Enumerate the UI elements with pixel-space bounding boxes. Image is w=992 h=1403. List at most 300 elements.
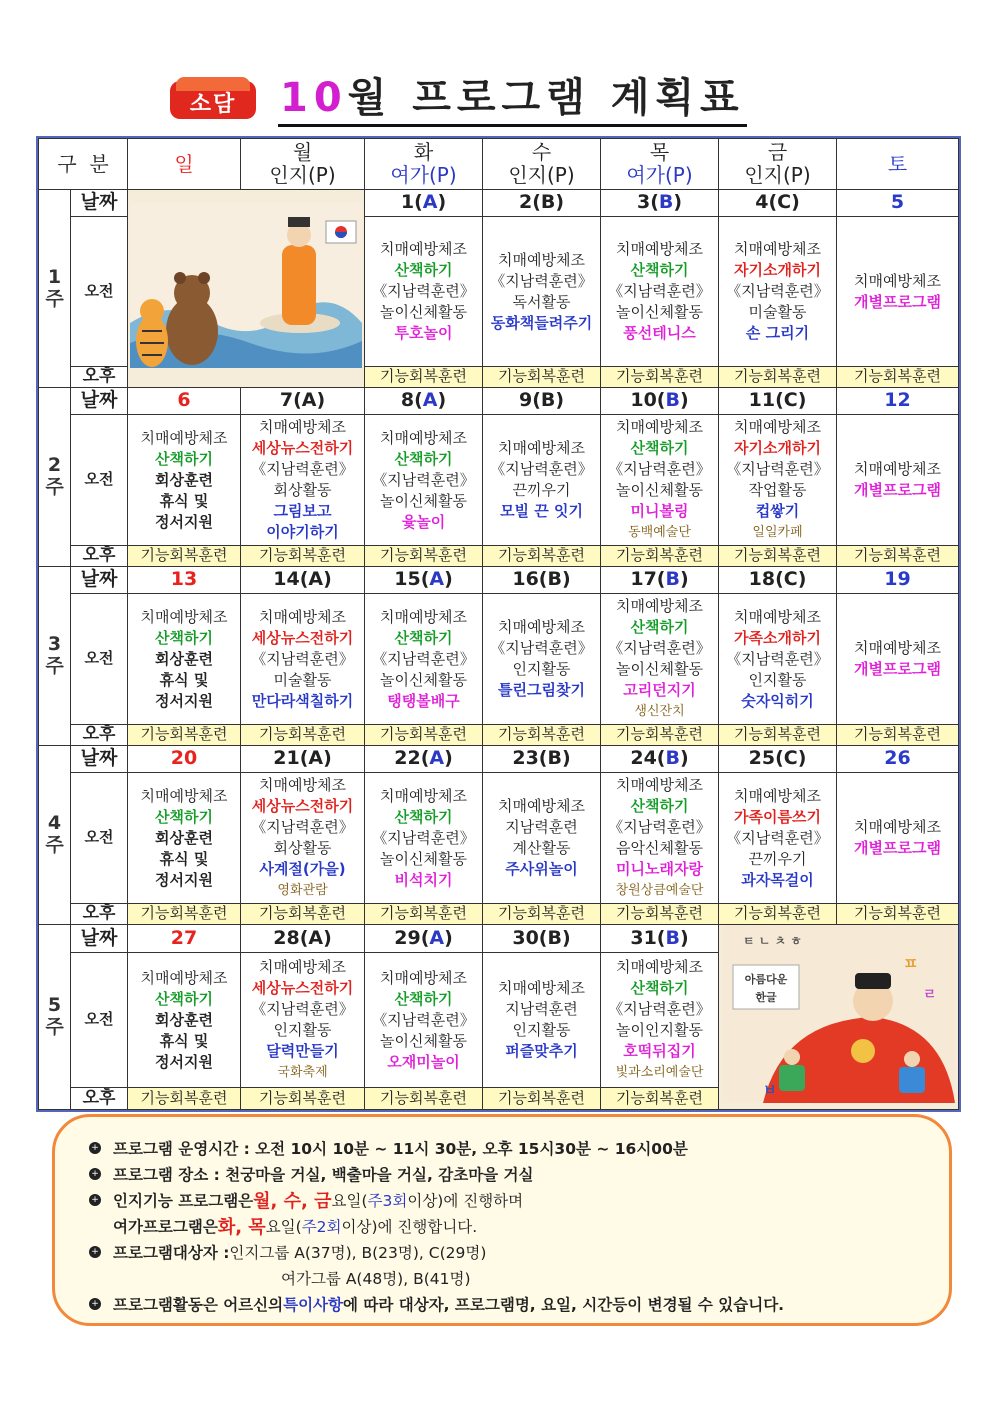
- date-number: 16(: [512, 568, 548, 591]
- am-line: 컵쌓기: [755, 502, 800, 520]
- date-close: ): [555, 389, 565, 412]
- am-line: 치매예방체조: [259, 776, 346, 794]
- am-line: 회상훈련: [155, 828, 213, 847]
- date-close: ): [444, 747, 453, 770]
- date-number: 1(: [400, 191, 423, 214]
- date-close: ): [444, 926, 453, 949]
- date-number: 7(: [279, 389, 302, 412]
- am-cell: [128, 773, 241, 904]
- am-line: 산책하기: [630, 618, 689, 636]
- am-line: 호떡뒤집기: [623, 1042, 696, 1060]
- pm-cell: 기능회복훈련: [365, 546, 483, 567]
- note-hours: + 프로그램 운영시간 : 오전 10시 10분 ~ 11시 30분, 오후 15시30분 ~ 16시00분: [89, 1135, 915, 1161]
- am-line: 치매예방체조: [734, 418, 821, 436]
- header-wed-day: 수: [531, 140, 552, 164]
- am-line: 자기소개하기: [734, 261, 821, 279]
- date-group: B: [547, 568, 562, 591]
- svg-text:ㅍ: ㅍ: [902, 954, 918, 973]
- date-number: 17(: [630, 568, 666, 591]
- pm-cell: 기능회복훈련: [128, 904, 241, 925]
- am-row: [39, 594, 959, 725]
- date-group: B: [665, 568, 680, 591]
- pm-cell: 기능회복훈련: [601, 725, 719, 746]
- am-line: 놀이신체활동: [616, 481, 703, 499]
- am-cell: [128, 415, 241, 546]
- bullet-icon: +: [89, 1142, 101, 1154]
- date-label: 날짜: [71, 567, 128, 594]
- am-line: 달력만들기: [266, 1042, 339, 1060]
- date-number: 2(: [518, 191, 541, 214]
- pm-label: 오후: [71, 725, 128, 746]
- note-cognitive: + 인지기능 프로그램은 월, 수, 금 요일( 주3회 이상)에 진행하며: [89, 1187, 915, 1213]
- am-line: 개별프로그램: [854, 292, 941, 311]
- am-cell: [601, 952, 719, 1087]
- am-line: 놀이신체활동: [380, 1031, 467, 1050]
- am-line: 영화관람: [277, 883, 328, 898]
- bullet-icon: +: [89, 1194, 101, 1206]
- date-close: ): [323, 926, 332, 949]
- header-row: [39, 139, 959, 190]
- am-line: 개별프로그램: [854, 839, 941, 857]
- am-cell: [719, 415, 837, 546]
- date-cell: 5: [837, 190, 959, 217]
- header-wed-type: 인지(P): [508, 163, 575, 187]
- week-suffix: 주: [45, 655, 64, 677]
- am-line: 산책하기: [394, 989, 453, 1008]
- am-line: 인지활동: [748, 670, 807, 689]
- date-cell: [241, 746, 365, 773]
- header-mon-day: 월: [292, 140, 313, 164]
- date-cell: 26: [837, 746, 959, 773]
- am-line: 치매예방체조: [259, 958, 346, 976]
- date-cell: [365, 746, 483, 773]
- date-row: [39, 567, 959, 594]
- date-close: ): [561, 568, 571, 591]
- date-group: A: [422, 191, 438, 214]
- am-line: 《지남력훈련》: [251, 1000, 354, 1018]
- am-line: 치매예방체조: [734, 607, 821, 626]
- am-line: 미술활동: [273, 670, 332, 689]
- am-line: 《지남력훈련》: [726, 282, 829, 300]
- date-cell: [601, 190, 719, 217]
- am-cell: [483, 773, 601, 904]
- am-cell: [365, 594, 483, 725]
- am-line: 치매예방체조: [498, 439, 585, 457]
- am-line: 놀이신체활동: [616, 660, 703, 678]
- date-cell: [483, 190, 601, 217]
- pm-cell: 기능회복훈련: [483, 904, 601, 925]
- pm-cell: 기능회복훈련: [241, 904, 365, 925]
- date-cell: 12: [837, 388, 959, 415]
- date-group: A: [422, 389, 438, 412]
- am-line: 산책하기: [630, 797, 689, 815]
- date-cell: [241, 567, 365, 594]
- am-line: 탱탱볼배구: [387, 691, 460, 710]
- am-line: 《지남력훈련》: [372, 828, 475, 847]
- am-line: 치매예방체조: [854, 818, 941, 836]
- date-cell: [601, 925, 719, 953]
- am-cell: [837, 594, 959, 725]
- header-fri: [719, 139, 837, 190]
- hangul-sign-text: 한글: [754, 991, 777, 1004]
- week-number: 2: [47, 454, 62, 477]
- am-line: 《지남력훈련》: [726, 828, 829, 847]
- am-line: 미술활동: [748, 303, 807, 321]
- date-row: [39, 190, 959, 217]
- am-cell: [128, 594, 241, 725]
- am-cell: [241, 594, 365, 725]
- am-line: 치매예방체조: [616, 958, 703, 976]
- header-tue-day: 화: [413, 140, 434, 164]
- am-cell: [719, 594, 837, 725]
- date-close: ): [561, 747, 571, 770]
- date-close: ): [555, 191, 565, 214]
- date-number: 14(: [273, 568, 309, 591]
- am-line: 놀이신체활동: [380, 491, 467, 510]
- am-line: 산책하기: [155, 449, 213, 468]
- date-close: ): [561, 926, 571, 949]
- am-cell: [483, 217, 601, 367]
- am-line: 치매예방체조: [616, 597, 703, 615]
- title-area: [170, 70, 747, 130]
- am-row: [39, 773, 959, 904]
- page-title: [278, 74, 747, 127]
- am-line: 비석치기: [394, 870, 453, 889]
- am-line: 동화책들려주기: [490, 313, 593, 332]
- am-line: 정서지원: [155, 870, 213, 889]
- date-close: ): [797, 747, 807, 770]
- header-thu-type: 여가(P): [626, 163, 693, 187]
- am-cell: [719, 773, 837, 904]
- am-cell: [837, 217, 959, 367]
- am-cell: [837, 773, 959, 904]
- pm-cell: 기능회복훈련: [365, 1088, 483, 1110]
- date-label: 날짜: [71, 925, 128, 953]
- am-line: 치매예방체조: [854, 271, 941, 290]
- pm-cell: 기능회복훈련: [241, 546, 365, 567]
- am-cell: [365, 773, 483, 904]
- am-line: 산책하기: [630, 979, 689, 997]
- am-cell: [601, 773, 719, 904]
- am-line: 세상뉴스전하기: [251, 797, 354, 815]
- date-number: 30(: [512, 926, 548, 949]
- date-group: B: [547, 747, 562, 770]
- am-line: 계산활동: [512, 839, 571, 857]
- am-line: 개별프로그램: [854, 660, 941, 678]
- date-close: ): [323, 747, 332, 770]
- am-line: 산책하기: [394, 807, 453, 826]
- date-row: [39, 925, 959, 953]
- am-line: 회상훈련: [155, 470, 213, 489]
- am-line: 미니볼링: [630, 502, 689, 520]
- date-label: 날짜: [71, 190, 128, 217]
- date-number: 22(: [394, 747, 430, 770]
- am-line: 오재미놀이: [387, 1052, 460, 1071]
- date-close: ): [437, 191, 447, 214]
- pm-cell: 기능회복훈련: [483, 1088, 601, 1110]
- am-line: 치매예방체조: [380, 428, 467, 447]
- week-number: 4: [47, 812, 62, 835]
- header-tue-type: 여가(P): [390, 163, 457, 187]
- am-line: 국화축제: [277, 1065, 328, 1080]
- am-line: 《지남력훈련》: [490, 271, 593, 290]
- pm-row: [39, 904, 959, 925]
- am-line: 정서지원: [155, 1052, 213, 1071]
- am-line: 산책하기: [155, 989, 213, 1008]
- note-targets: + 프로그램대상자 : 인지그룹 A(37명), B(23명), C(29명): [89, 1239, 915, 1265]
- date-group: A: [308, 747, 324, 770]
- am-line: 《지남력훈련》: [726, 649, 829, 668]
- date-close: ): [316, 389, 326, 412]
- am-label: 오전: [71, 217, 128, 367]
- pm-cell: 기능회복훈련: [241, 1088, 365, 1110]
- am-line: 치매예방체조: [498, 797, 585, 815]
- am-line: 투호놀이: [394, 324, 453, 342]
- am-cell: [719, 217, 837, 367]
- pm-label: 오후: [71, 546, 128, 567]
- am-line: 일일카페: [752, 525, 803, 540]
- am-line: 지남력훈련: [505, 1000, 578, 1018]
- am-line: 손 그리기: [745, 324, 810, 342]
- week-number: 3: [47, 633, 62, 656]
- am-cell: [837, 415, 959, 546]
- am-line: 치매예방체조: [854, 460, 941, 478]
- week-number: 1: [47, 265, 62, 288]
- am-cell: [365, 217, 483, 367]
- am-cell: [483, 952, 601, 1087]
- am-row: [39, 415, 959, 546]
- date-close: ): [323, 568, 332, 591]
- svg-text:ㅌ ㄴ ㅊ ㅎ: ㅌ ㄴ ㅊ ㅎ: [742, 934, 802, 948]
- am-line: 인지활동: [273, 1021, 332, 1039]
- am-line: 《지남력훈련》: [251, 460, 354, 478]
- date-close: ): [679, 747, 689, 770]
- am-line: 《지남력훈련》: [372, 282, 475, 300]
- notes-box: [52, 1114, 952, 1326]
- logo: [170, 77, 256, 123]
- date-cell: [483, 567, 601, 594]
- bullet-icon: +: [89, 1246, 101, 1258]
- pm-cell: 기능회복훈련: [128, 725, 241, 746]
- week-label: [39, 925, 71, 1110]
- am-line: 생신잔치: [634, 704, 685, 719]
- date-number: 21(: [273, 747, 309, 770]
- date-cell: [365, 388, 483, 415]
- pm-cell: 기능회복훈련: [837, 367, 959, 388]
- date-close: ): [437, 389, 447, 412]
- title-text: 월 프로그램 계획표: [347, 74, 745, 121]
- pm-label: 오후: [71, 904, 128, 925]
- pm-cell: 기능회복훈련: [719, 904, 837, 925]
- header-thu-day: 목: [649, 140, 670, 164]
- am-line: 치매예방체조: [854, 639, 941, 657]
- week-suffix: 주: [45, 287, 64, 310]
- header-mon: [241, 139, 365, 190]
- am-line: 지남력훈련: [505, 818, 578, 836]
- pm-cell: 기능회복훈련: [719, 725, 837, 746]
- am-line: 독서활동: [512, 292, 571, 311]
- am-cell: [365, 952, 483, 1087]
- am-line: 놀이신체활동: [380, 849, 467, 868]
- am-line: 퍼즐맞추기: [505, 1042, 578, 1060]
- am-line: 치매예방체조: [734, 786, 821, 805]
- am-line: 산책하기: [394, 261, 453, 279]
- am-line: 풍선테니스: [623, 324, 696, 342]
- am-line: 치매예방체조: [259, 607, 346, 626]
- am-line: 산책하기: [630, 261, 689, 279]
- date-number: 15(: [394, 568, 430, 591]
- date-close: ): [673, 191, 683, 214]
- week-suffix: 주: [45, 1015, 64, 1038]
- hangul-sign-text: 아름다운: [744, 973, 787, 986]
- am-line: 인지활동: [512, 660, 571, 678]
- pm-cell: 기능회복훈련: [365, 367, 483, 388]
- date-cell: [365, 925, 483, 953]
- date-close: ): [444, 568, 453, 591]
- week-label: [39, 190, 71, 388]
- date-group: A: [429, 568, 445, 591]
- header-sun: 일: [128, 139, 241, 190]
- date-number: 23(: [512, 747, 548, 770]
- date-label: 날짜: [71, 746, 128, 773]
- am-line: 세상뉴스전하기: [251, 628, 354, 647]
- date-cell: [601, 746, 719, 773]
- week-label: [39, 746, 71, 925]
- date-cell: [719, 388, 837, 415]
- am-line: 휴식 및: [159, 670, 209, 689]
- date-number: 10(: [630, 389, 666, 412]
- am-line: 치매예방체조: [140, 968, 228, 987]
- am-line: 치매예방체조: [259, 418, 346, 436]
- date-group: A: [308, 926, 324, 949]
- header-mon-type: 인지(P): [269, 163, 336, 187]
- am-line: 치매예방체조: [380, 607, 467, 626]
- am-line: 세상뉴스전하기: [251, 979, 354, 997]
- am-line: 끈끼우기: [512, 481, 571, 499]
- am-line: 치매예방체조: [380, 786, 467, 805]
- am-line: 틀린그림찾기: [498, 681, 585, 699]
- am-line: 산책하기: [155, 628, 213, 647]
- pm-label: 오후: [71, 367, 128, 388]
- am-line: 치매예방체조: [498, 979, 585, 997]
- illustration-cell: [128, 190, 365, 388]
- am-cell: [601, 594, 719, 725]
- date-number: 24(: [630, 747, 666, 770]
- am-line: 회상훈련: [155, 1010, 213, 1029]
- pm-cell: 기능회복훈련: [837, 546, 959, 567]
- illustration-king-sejong-hangul: [723, 925, 955, 1103]
- bullet-icon: +: [89, 1168, 101, 1180]
- date-cell: [719, 190, 837, 217]
- am-line: 그림보고: [273, 502, 332, 520]
- am-line: 《지남력훈련》: [490, 460, 593, 478]
- am-line: 치매예방체조: [616, 240, 703, 258]
- am-line: 치매예방체조: [734, 240, 821, 258]
- am-line: 과자목걸이: [741, 870, 814, 889]
- am-line: 산책하기: [155, 807, 213, 826]
- am-label: 오전: [71, 773, 128, 904]
- date-group: B: [547, 926, 562, 949]
- note-place: + 프로그램 장소 : 천궁마을 거실, 백출마을 거실, 감초마을 거실: [89, 1161, 915, 1187]
- date-group: B: [540, 389, 556, 412]
- am-line: 치매예방체조: [140, 786, 228, 805]
- pm-cell: 기능회복훈련: [365, 904, 483, 925]
- pm-cell: 기능회복훈련: [483, 725, 601, 746]
- am-cell: [483, 594, 601, 725]
- am-line: 빛과소리예술단: [615, 1065, 704, 1080]
- date-number: 9(: [518, 389, 541, 412]
- pm-row: [39, 546, 959, 567]
- pm-cell: 기능회복훈련: [128, 1088, 241, 1110]
- date-cell: [483, 388, 601, 415]
- am-line: 만다라색칠하기: [251, 691, 354, 710]
- svg-text:ㄹ: ㄹ: [922, 987, 937, 1003]
- am-line: 놀이신체활동: [616, 303, 703, 321]
- am-line: 모빌 끈 잇기: [500, 502, 583, 520]
- am-line: 정서지원: [155, 691, 213, 710]
- date-label: 날짜: [71, 388, 128, 415]
- date-group: B: [540, 191, 556, 214]
- pm-cell: 기능회복훈련: [837, 904, 959, 925]
- date-close: ): [797, 389, 807, 412]
- am-cell: [365, 415, 483, 546]
- am-label: 오전: [71, 415, 128, 546]
- am-line: 《지남력훈련》: [608, 460, 711, 478]
- date-cell: 20: [128, 746, 241, 773]
- am-line: 《지남력훈련》: [608, 1000, 711, 1018]
- am-line: 동백예술단: [628, 525, 691, 540]
- header-tue: [365, 139, 483, 190]
- note-change: + 프로그램활동은 어르신의 특이사항 에 따라 대상자, 프로그램명, 요일, 시간등이 변경될 수 있습니다.: [89, 1291, 915, 1317]
- date-group: A: [429, 747, 445, 770]
- pm-cell: 기능회복훈련: [601, 1088, 719, 1110]
- date-cell: 27: [128, 925, 241, 953]
- am-line: 《지남력훈련》: [372, 649, 475, 668]
- date-cell: [719, 746, 837, 773]
- am-line: 자기소개하기: [734, 439, 821, 457]
- am-line: 이야기하기: [266, 523, 339, 541]
- am-line: 사계절(가을): [259, 860, 346, 878]
- date-number: 29(: [394, 926, 430, 949]
- am-line: 휴식 및: [159, 849, 209, 868]
- date-group: B: [665, 747, 680, 770]
- header-sat: 토: [837, 139, 959, 190]
- date-number: 18(: [748, 568, 784, 591]
- am-line: 회상활동: [273, 839, 332, 857]
- am-line: 치매예방체조: [616, 776, 703, 794]
- am-cell: [241, 415, 365, 546]
- am-line: 치매예방체조: [616, 418, 703, 436]
- pm-label: 오후: [71, 1088, 128, 1110]
- date-close: ): [679, 568, 689, 591]
- pm-cell: 기능회복훈련: [128, 546, 241, 567]
- bullet-icon: +: [89, 1298, 101, 1310]
- am-line: 치매예방체조: [140, 607, 228, 626]
- week-suffix: 주: [45, 476, 64, 498]
- am-line: 놀이인지활동: [616, 1021, 703, 1039]
- date-group: B: [665, 389, 680, 412]
- am-line: 작업활동: [748, 481, 807, 499]
- date-cell: [719, 567, 837, 594]
- am-cell: [241, 952, 365, 1087]
- note-targets-leisure: 여가그룹 A(48명), B(41명): [281, 1270, 471, 1288]
- am-line: 정서지원: [155, 512, 213, 531]
- am-line: 음악신체활동: [616, 839, 703, 857]
- date-group: C: [777, 191, 792, 214]
- date-cell: [241, 925, 365, 953]
- am-line: 회상훈련: [155, 649, 213, 668]
- am-line: 창원상큼예술단: [615, 883, 704, 898]
